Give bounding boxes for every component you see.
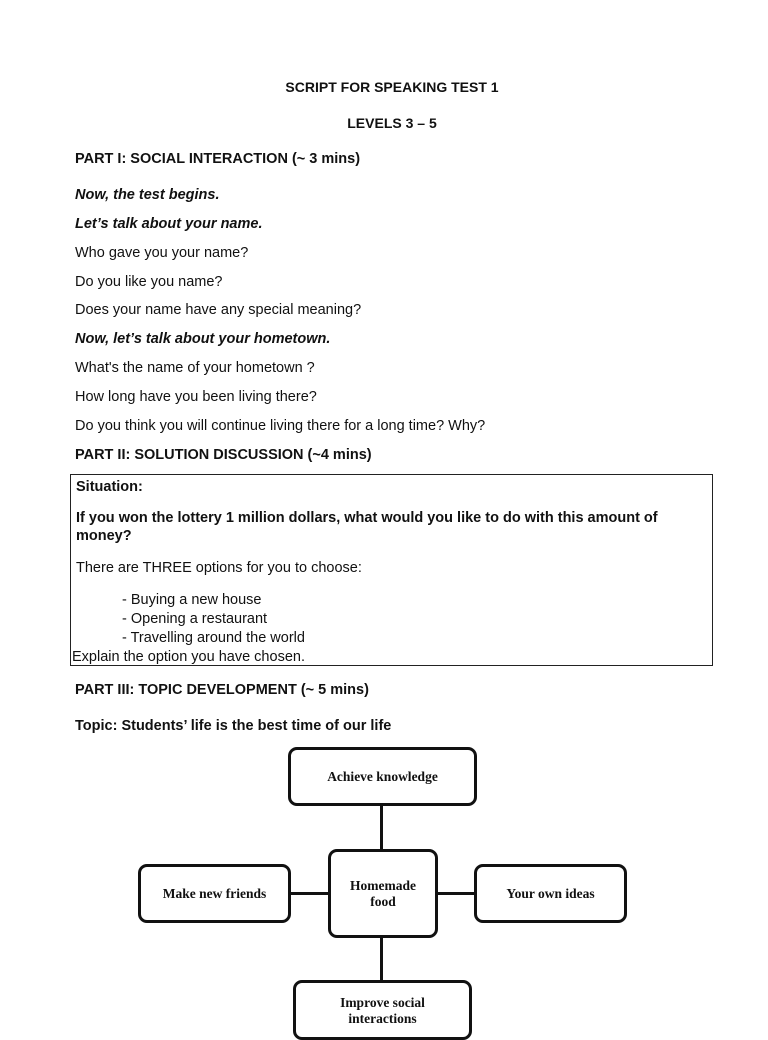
option-item: - Buying a new house <box>122 592 262 608</box>
part1-line: Do you like you name? <box>75 274 223 290</box>
option-item: - Travelling around the world <box>122 630 305 646</box>
connector-right <box>436 892 475 895</box>
node-left <box>138 864 291 923</box>
node-left-label: Make new friends <box>162 885 267 901</box>
part3-heading: PART III: TOPIC DEVELOPMENT (~ 5 mins) <box>75 682 369 698</box>
situation-label: Situation: <box>76 479 143 495</box>
node-right-label: Your own ideas <box>506 885 595 901</box>
connector-top <box>380 805 383 851</box>
situation-question-cont: money? <box>76 528 132 544</box>
connector-left <box>289 892 329 895</box>
connector-bottom <box>380 937 383 981</box>
part1-heading: PART I: SOCIAL INTERACTION (~ 3 mins) <box>75 151 361 167</box>
topic-line: Topic: Students’ life is the best time of our life <box>75 718 392 734</box>
node-top <box>288 747 477 806</box>
node-bottom <box>293 980 472 1040</box>
node-center <box>328 849 438 938</box>
part1-line: Who gave you your name? <box>75 245 249 261</box>
part1-line: What's the name of your hometown ? <box>75 360 315 376</box>
options-intro: There are THREE options for you to choose: <box>76 560 362 576</box>
document-title: SCRIPT FOR SPEAKING TEST 1 <box>285 79 499 95</box>
explain-instruction: Explain the option you have chosen. <box>72 649 305 665</box>
situation-question: If you won the lottery 1 million dollars, what would you like to do with this amount of <box>76 510 658 526</box>
part1-line: Does your name have any special meaning? <box>75 302 362 318</box>
part1-line: How long have you been living there? <box>75 389 317 405</box>
part1-line: Now, the test begins. <box>75 187 220 203</box>
part1-line: Now, let’s talk about your hometown. <box>75 331 331 347</box>
part2-heading: PART II: SOLUTION DISCUSSION (~4 mins) <box>75 447 372 463</box>
node-bottom-label: Improve social <box>340 995 425 1010</box>
node-center-label: food <box>370 893 396 909</box>
part1-line: Do you think you will continue living there for a long time? Why? <box>75 418 486 434</box>
levels-subtitle: LEVELS 3 – 5 <box>347 115 437 131</box>
node-bottom-label: interactions <box>348 1011 417 1026</box>
node-center-label: Homemade <box>350 877 416 893</box>
option-item: - Opening a restaurant <box>122 611 268 627</box>
node-right <box>474 864 627 923</box>
node-top-label: Achieve knowledge <box>327 768 438 784</box>
part1-line: Let’s talk about your name. <box>75 216 263 232</box>
situation-box <box>70 474 713 666</box>
